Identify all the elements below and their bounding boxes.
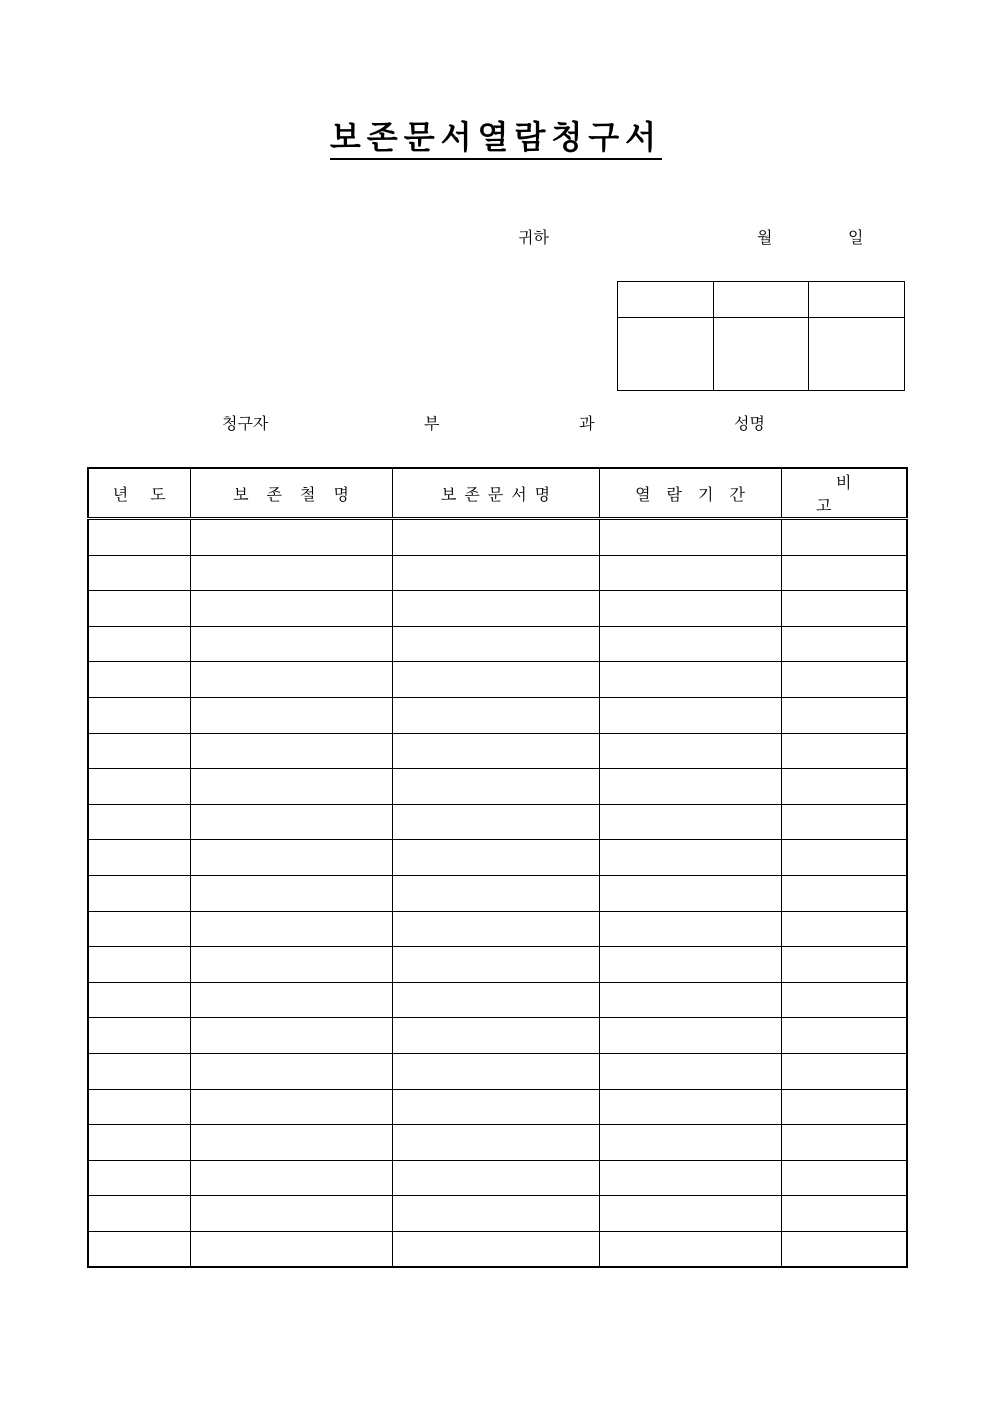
table-row bbox=[88, 769, 907, 805]
document-name-cell[interactable] bbox=[392, 591, 599, 627]
requester-label: 청구자 bbox=[222, 414, 269, 433]
header-document-name: 보존문서명 bbox=[392, 468, 599, 519]
file-name-cell[interactable] bbox=[190, 697, 392, 733]
remarks-cell[interactable] bbox=[781, 591, 907, 627]
document-name-cell[interactable] bbox=[392, 1160, 599, 1196]
document-name-cell[interactable] bbox=[392, 733, 599, 769]
year-cell[interactable] bbox=[88, 1196, 190, 1232]
viewing-period-cell[interactable] bbox=[599, 626, 781, 662]
table-row bbox=[88, 804, 907, 840]
year-cell[interactable] bbox=[88, 911, 190, 947]
header-file-name: 보존철명 bbox=[190, 468, 392, 519]
header-viewing-period: 열람기간 bbox=[599, 468, 781, 519]
viewing-period-cell[interactable] bbox=[599, 875, 781, 911]
file-name-cell[interactable] bbox=[190, 911, 392, 947]
document-name-cell[interactable] bbox=[392, 1196, 599, 1232]
year-cell[interactable] bbox=[88, 733, 190, 769]
table-row bbox=[88, 591, 907, 627]
table-row bbox=[88, 840, 907, 876]
remarks-cell[interactable] bbox=[781, 1018, 907, 1054]
remarks-cell[interactable] bbox=[781, 769, 907, 805]
file-name-cell[interactable] bbox=[190, 1089, 392, 1125]
viewing-period-cell[interactable] bbox=[599, 1053, 781, 1089]
document-name-cell[interactable] bbox=[392, 911, 599, 947]
section-label: 과 bbox=[579, 414, 595, 433]
day-label: 일 bbox=[848, 228, 864, 247]
approval-head-cell[interactable] bbox=[618, 282, 714, 318]
year-cell[interactable] bbox=[88, 1231, 190, 1267]
remarks-cell[interactable] bbox=[781, 947, 907, 983]
year-cell[interactable] bbox=[88, 519, 190, 556]
remarks-cell[interactable] bbox=[781, 662, 907, 698]
table-row bbox=[88, 1160, 907, 1196]
approval-stamp-box bbox=[617, 281, 905, 391]
table-header-row bbox=[88, 468, 907, 519]
viewing-period-cell[interactable] bbox=[599, 591, 781, 627]
viewing-period-cell[interactable] bbox=[599, 1089, 781, 1125]
document-request-table bbox=[87, 467, 908, 1268]
document-name-cell[interactable] bbox=[392, 875, 599, 911]
approval-head-cell[interactable] bbox=[809, 282, 905, 318]
table-row bbox=[88, 1018, 907, 1054]
header-year: 년도 bbox=[88, 468, 190, 519]
approval-head-cell[interactable] bbox=[713, 282, 809, 318]
year-cell[interactable] bbox=[88, 626, 190, 662]
year-cell[interactable] bbox=[88, 555, 190, 591]
table-row bbox=[88, 555, 907, 591]
viewing-period-cell[interactable] bbox=[599, 1231, 781, 1267]
year-cell[interactable] bbox=[88, 1018, 190, 1054]
table-row bbox=[88, 1125, 907, 1161]
department-label: 부 bbox=[424, 414, 440, 433]
remarks-cell[interactable] bbox=[781, 1231, 907, 1267]
month-label: 월 bbox=[757, 228, 773, 247]
approval-sign-cell[interactable] bbox=[809, 318, 905, 391]
table-row bbox=[88, 875, 907, 911]
table-row bbox=[88, 1089, 907, 1125]
year-cell[interactable] bbox=[88, 947, 190, 983]
file-name-cell[interactable] bbox=[190, 947, 392, 983]
remarks-cell[interactable] bbox=[781, 519, 907, 556]
remarks-cell[interactable] bbox=[781, 697, 907, 733]
viewing-period-cell[interactable] bbox=[599, 1018, 781, 1054]
file-name-cell[interactable] bbox=[190, 1125, 392, 1161]
table-row bbox=[88, 626, 907, 662]
remarks-cell[interactable] bbox=[781, 1053, 907, 1089]
remarks-cell[interactable] bbox=[781, 1196, 907, 1232]
document-name-cell[interactable] bbox=[392, 626, 599, 662]
table-row bbox=[88, 911, 907, 947]
file-name-cell[interactable] bbox=[190, 519, 392, 556]
document-name-cell[interactable] bbox=[392, 804, 599, 840]
document-name-cell[interactable] bbox=[392, 982, 599, 1018]
file-name-cell[interactable] bbox=[190, 804, 392, 840]
table-body bbox=[88, 519, 907, 1268]
viewing-period-cell[interactable] bbox=[599, 804, 781, 840]
table-row bbox=[88, 697, 907, 733]
viewing-period-cell[interactable] bbox=[599, 662, 781, 698]
file-name-cell[interactable] bbox=[190, 1053, 392, 1089]
viewing-period-cell[interactable] bbox=[599, 947, 781, 983]
year-cell[interactable] bbox=[88, 697, 190, 733]
document-name-cell[interactable] bbox=[392, 1018, 599, 1054]
document-name-cell[interactable] bbox=[392, 769, 599, 805]
remarks-cell[interactable] bbox=[781, 555, 907, 591]
document-name-cell[interactable] bbox=[392, 1053, 599, 1089]
table-row bbox=[88, 982, 907, 1018]
form-title: 보존문서열람청구서 bbox=[0, 112, 992, 158]
viewing-period-cell[interactable] bbox=[599, 1196, 781, 1232]
document-name-cell[interactable] bbox=[392, 1125, 599, 1161]
year-cell[interactable] bbox=[88, 662, 190, 698]
viewing-period-cell[interactable] bbox=[599, 519, 781, 556]
year-cell[interactable] bbox=[88, 1053, 190, 1089]
year-cell[interactable] bbox=[88, 1089, 190, 1125]
file-name-cell[interactable] bbox=[190, 982, 392, 1018]
viewing-period-cell[interactable] bbox=[599, 1160, 781, 1196]
file-name-cell[interactable] bbox=[190, 840, 392, 876]
remarks-cell[interactable] bbox=[781, 1089, 907, 1125]
remarks-cell[interactable] bbox=[781, 733, 907, 769]
viewing-period-cell[interactable] bbox=[599, 911, 781, 947]
document-name-cell[interactable] bbox=[392, 555, 599, 591]
year-cell[interactable] bbox=[88, 1125, 190, 1161]
approval-sign-cell[interactable] bbox=[618, 318, 714, 391]
viewing-period-cell[interactable] bbox=[599, 982, 781, 1018]
remarks-cell[interactable] bbox=[781, 626, 907, 662]
table-row bbox=[88, 947, 907, 983]
viewing-period-cell[interactable] bbox=[599, 1125, 781, 1161]
file-name-cell[interactable] bbox=[190, 769, 392, 805]
viewing-period-cell[interactable] bbox=[599, 697, 781, 733]
table-row bbox=[88, 1231, 907, 1267]
year-cell[interactable] bbox=[88, 804, 190, 840]
name-label: 성명 bbox=[734, 414, 765, 433]
viewing-period-cell[interactable] bbox=[599, 733, 781, 769]
file-name-cell[interactable] bbox=[190, 662, 392, 698]
viewing-period-cell[interactable] bbox=[599, 769, 781, 805]
remarks-cell[interactable] bbox=[781, 911, 907, 947]
table-row bbox=[88, 1196, 907, 1232]
viewing-period-cell[interactable] bbox=[599, 555, 781, 591]
document-name-cell[interactable] bbox=[392, 1089, 599, 1125]
year-cell[interactable] bbox=[88, 591, 190, 627]
remarks-cell[interactable] bbox=[781, 804, 907, 840]
approval-sign-cell[interactable] bbox=[713, 318, 809, 391]
year-cell[interactable] bbox=[88, 1160, 190, 1196]
document-name-cell[interactable] bbox=[392, 519, 599, 556]
remarks-cell[interactable] bbox=[781, 1125, 907, 1161]
year-cell[interactable] bbox=[88, 769, 190, 805]
table-row bbox=[88, 1053, 907, 1089]
remarks-cell[interactable] bbox=[781, 875, 907, 911]
addressee-suffix: 귀하 bbox=[518, 228, 549, 247]
year-cell[interactable] bbox=[88, 982, 190, 1018]
year-cell[interactable] bbox=[88, 840, 190, 876]
file-name-cell[interactable] bbox=[190, 555, 392, 591]
file-name-cell[interactable] bbox=[190, 1196, 392, 1232]
document-name-cell[interactable] bbox=[392, 840, 599, 876]
file-name-cell[interactable] bbox=[190, 1160, 392, 1196]
document-name-cell[interactable] bbox=[392, 947, 599, 983]
table-row bbox=[88, 733, 907, 769]
file-name-cell[interactable] bbox=[190, 733, 392, 769]
year-cell[interactable] bbox=[88, 875, 190, 911]
document-name-cell[interactable] bbox=[392, 697, 599, 733]
table-row bbox=[88, 662, 907, 698]
file-name-cell[interactable] bbox=[190, 875, 392, 911]
document-name-cell[interactable] bbox=[392, 662, 599, 698]
header-remarks: 비고 bbox=[781, 468, 907, 519]
file-name-cell[interactable] bbox=[190, 591, 392, 627]
file-name-cell[interactable] bbox=[190, 626, 392, 662]
viewing-period-cell[interactable] bbox=[599, 840, 781, 876]
table-row bbox=[88, 519, 907, 556]
file-name-cell[interactable] bbox=[190, 1231, 392, 1267]
document-name-cell[interactable] bbox=[392, 1231, 599, 1267]
remarks-cell[interactable] bbox=[781, 982, 907, 1018]
file-name-cell[interactable] bbox=[190, 1018, 392, 1054]
remarks-cell[interactable] bbox=[781, 1160, 907, 1196]
remarks-cell[interactable] bbox=[781, 840, 907, 876]
